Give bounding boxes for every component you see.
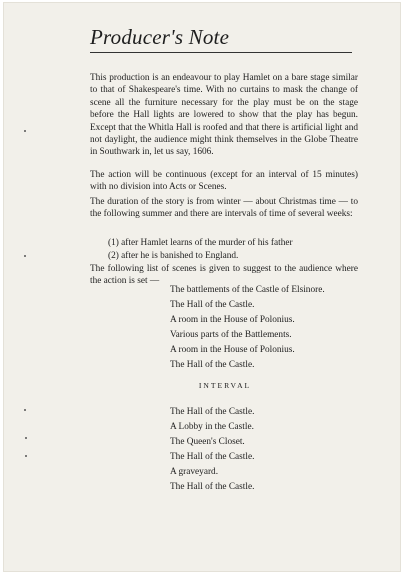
- interval-note-2: (2) after he is banished to England.: [108, 251, 239, 261]
- duration-paragraph: The duration of the story is from winter — about Christmas time — to the following summer and there are intervals of time of several weeks:: [90, 197, 358, 220]
- scene-location: The battlements of the Castle of Elsinore.: [170, 285, 325, 295]
- title-rule: [90, 52, 352, 53]
- margin-speck: [25, 455, 27, 457]
- margin-speck: [25, 437, 27, 439]
- scene-location: A graveyard.: [170, 467, 219, 477]
- interval-note-1: (1) after Hamlet learns of the murder of his father: [108, 238, 293, 248]
- scene-location: Various parts of the Battlements.: [170, 330, 292, 340]
- scene-location: A room in the House of Polonius.: [170, 315, 295, 325]
- scene-location: A room in the House of Polonius.: [170, 345, 295, 355]
- margin-speck: [24, 409, 26, 411]
- scene-location: The Queen's Closet.: [170, 437, 245, 447]
- continuity-paragraph: The action will be continuous (except for an interval of 15 minutes) with no division into Acts or Scenes.: [90, 170, 358, 193]
- scene-location: The Hall of the Castle.: [170, 407, 255, 417]
- scene-location: The Hall of the Castle.: [170, 300, 255, 310]
- margin-speck: [24, 130, 26, 132]
- scene-location: The Hall of the Castle.: [170, 452, 255, 462]
- scene-list-intro: The following list of scenes is given to suggest to the audience where the action is set —: [90, 264, 358, 287]
- scene-location: The Hall of the Castle.: [170, 482, 255, 492]
- scene-location: A Lobby in the Castle.: [170, 422, 254, 432]
- interval-heading: INTERVAL: [198, 381, 252, 390]
- program-page: [4, 3, 400, 571]
- scene-location: The Hall of the Castle.: [170, 360, 255, 370]
- margin-speck: [24, 255, 26, 257]
- page-title: Producer's Note: [90, 25, 230, 49]
- intro-paragraph: This production is an endeavour to play Hamlet on a bare stage similar to that of Shakespeare's time. With no curtains to mask the change of scene all the furniture necessary for the play must be on the stage before the Hall lights are lowered to show that the play has begun. Except that the Whitla Hall is roofed and that there is artificial light and not daylight, the audience might think themselves in the Globe Theatre in Southwark in, let us say, 1606.: [90, 73, 358, 158]
